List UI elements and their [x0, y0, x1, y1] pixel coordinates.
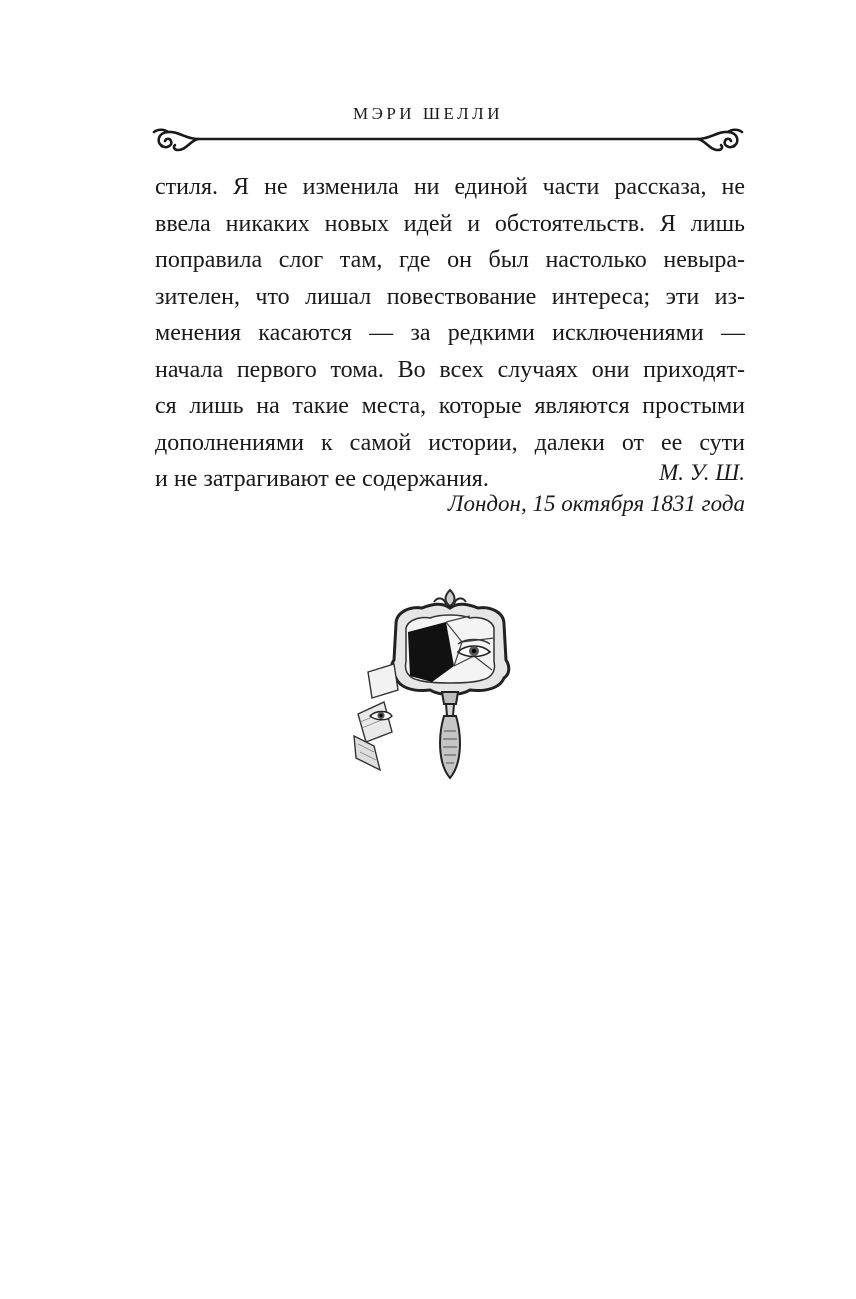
- text-line: ввела никаких новых идей и обстоятельств. Я лишь: [155, 210, 745, 237]
- ornament-divider-icon: [150, 128, 746, 158]
- text-line: начала первого тома. Во всех случаях они приходят-: [155, 356, 745, 383]
- body-text: [155, 169, 745, 498]
- text-line: поправила слог там, где он был настолько невыра-: [155, 247, 745, 273]
- signature-block: [448, 457, 745, 519]
- running-title: МЭРИ ШЕЛЛИ: [353, 104, 503, 123]
- author-initials: М. У. Ш.: [659, 460, 745, 485]
- text-line: зителен, что лишал повествование интереса; эти из-: [155, 283, 745, 310]
- broken-mirror-icon: [350, 586, 530, 786]
- text-line: и не затрагивают ее содержания.: [155, 466, 489, 492]
- text-line: стиля. Я не изменила ни единой части рассказа, не: [155, 174, 745, 200]
- text-line: менения касаются — за редкими исключениями —: [155, 320, 745, 346]
- text-line: дополнениями к самой истории, далеки от ее сути: [155, 429, 745, 456]
- text-line: ся лишь на такие места, которые являются простыми: [155, 393, 745, 419]
- place-date: Лондон, 15 октября 1831 года: [447, 491, 745, 516]
